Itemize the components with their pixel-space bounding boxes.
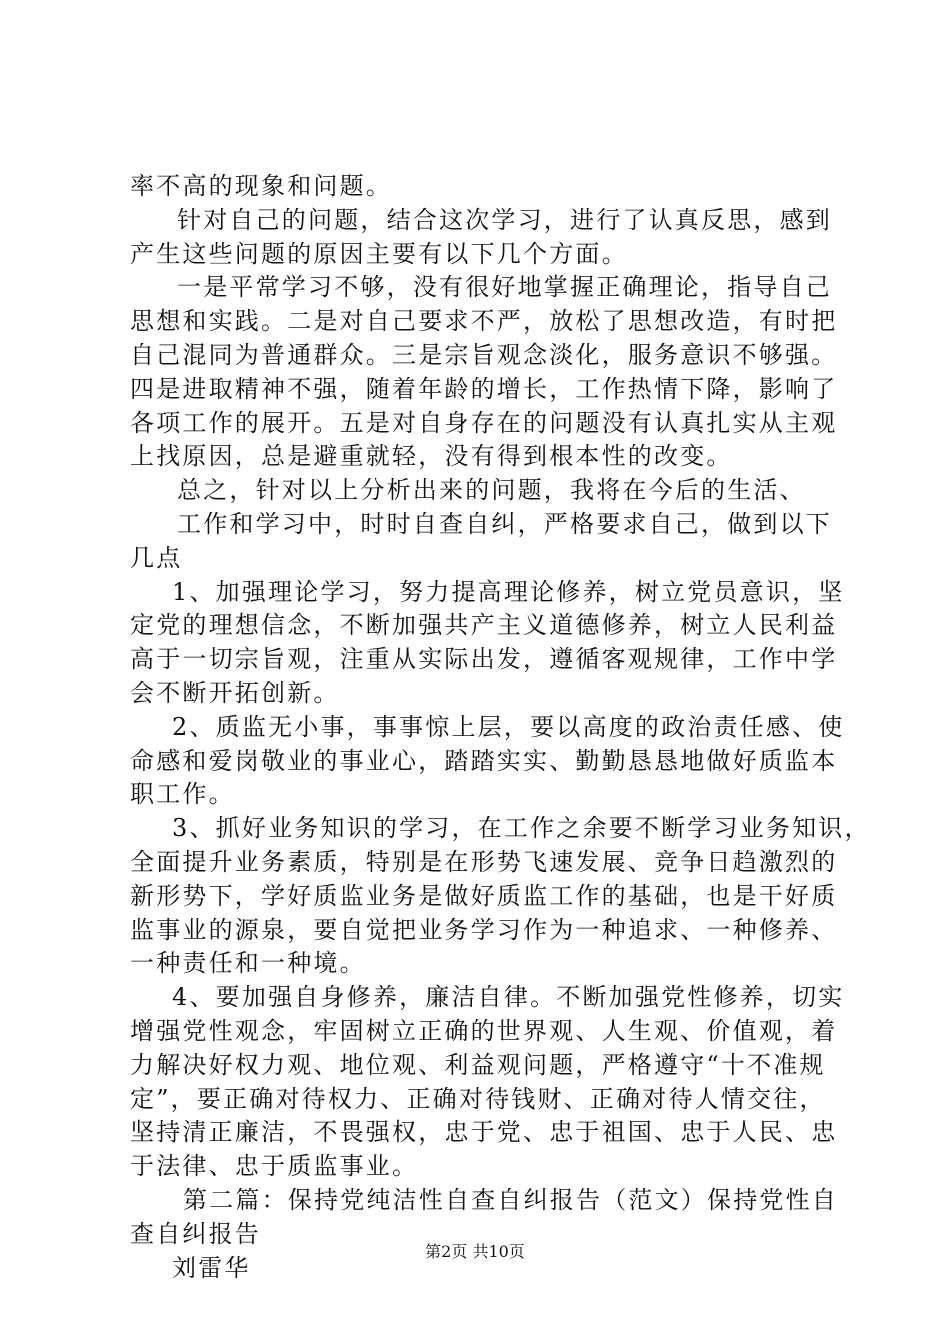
text-line: 针对自己的问题，结合这次学习，进行了认真反思，感到 [177,205,832,234]
text-line: 四是进取精神不强，随着年龄的增长，工作热情下降，影响了 [130,374,838,403]
section-heading: 第二篇：保持党纯洁性自查自纠报告（范文）保持党性自 [183,1185,838,1214]
text-line: 4、要加强自身修养，廉洁自律。不断加强党性修养，切实 [172,983,845,1012]
text-line: 1、加强理论学习，努力提高理论修养，树立党员意识，坚 [172,577,845,606]
text-line: 一种责任和一种境。 [130,949,366,978]
text-line: 增强党性观念，牢固树立正确的世界观、人生观、价值观，着 [130,1016,838,1045]
text-line: 一是平常学习不够，没有很好地掌握正确理论，指导自己 [177,273,832,302]
text-line: 上找原因，总是避重就轻，没有得到根本性的改变。 [130,442,733,471]
text-line: 全面提升业务素质，特别是在形势飞速发展、竞争日趋激烈的 [130,847,838,876]
text-line: 产生这些问题的原因主要有以下几个方面。 [130,239,628,268]
text-line: 监事业的源泉，要自觉把业务学习作为一种追求、一种修养、 [130,915,838,944]
text-line: 自己混同为普通群众。三是宗旨观念淡化，服务意识不够强。 [130,340,838,369]
text-line: 坚持清正廉洁，不畏强权，忠于党、忠于祖国、忠于人民、忠 [130,1118,838,1147]
text-line: 定”，要正确对待权力、正确对待钱财、正确对待人情交往， [130,1084,826,1113]
text-line: 高于一切宗旨观，注重从实际出发，遵循客观规律，工作中学 [130,645,838,674]
text-line: 2、质监无小事，事事惊上层，要以高度的政治责任感、使 [172,712,845,741]
text-line: 几点 [130,543,183,572]
text-line: 命感和爱岗敬业的事业心，踏踏实实、勤勤恳恳地做好质监本 [130,746,838,775]
text-line: 工作和学习中，时时自查自纠，严格要求自己，做到以下 [177,509,832,538]
text-line: 力解决好权力观、地位观、利益观问题，严格遵守“十不准规 [130,1050,826,1079]
text-line: 于法律、忠于质监事业。 [130,1152,419,1181]
text-line: 率不高的现象和问题。 [130,172,392,200]
text-line: 思想和实践。二是对自己要求不严，放松了思想改造，有时把 [130,307,838,336]
text-line: 定党的理想信念，不断加强共产主义道德修养，树立人民利益 [130,611,838,640]
text-line: 会不断开拓创新。 [130,678,340,707]
page-number: 第2页 共10页 [425,1242,525,1261]
text-line: 总之，针对以上分析出来的问题，我将在今后的生活、 [177,476,806,505]
text-line: 3、抓好业务知识的学习，在工作之余要不断学习业务知识， [172,814,871,843]
section-heading: 查自纠报告 [130,1219,261,1248]
text-line: 职工作。 [130,780,235,809]
text-line: 新形势下，学好质监业务是做好质监工作的基础，也是干好质 [130,881,838,910]
text-line: 各项工作的展开。五是对自身存在的问题没有认真扎实从主观 [130,408,838,437]
document-body [130,170,871,1285]
author-name: 刘雷华 [172,1253,251,1282]
